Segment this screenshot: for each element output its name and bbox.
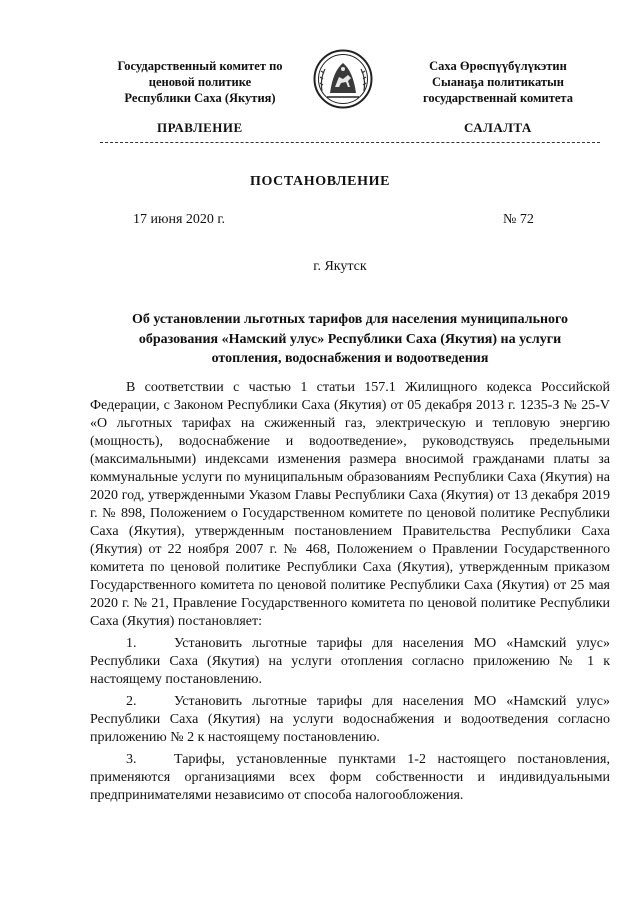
committee-name-russian xyxy=(95,58,305,106)
document-title xyxy=(95,310,605,369)
document-city: г. Якутск xyxy=(313,259,367,274)
header-divider xyxy=(100,142,600,143)
item-text: Тарифы, установленные пунктами 1-2 настоящего постановления, применяются организациями всех форм собственности и индивидуальными предпринимателями независимо от способа налогообложения. xyxy=(90,752,610,803)
item-text: Установить льготные тарифы для населения МО «Намский улус» Республики Саха (Якутия) на услуги отопления согласно приложению № 1 к настоящему постановлению. xyxy=(90,636,610,687)
item-number: 3. xyxy=(126,752,137,767)
committee-name-line: Сыанаҕа политикатын xyxy=(432,75,564,89)
decision-item xyxy=(90,693,610,747)
committee-name-line: Саха Өрөспүүбүлүкэтин xyxy=(429,59,567,73)
committee-name-line: Республики Саха (Якутия) xyxy=(124,91,276,105)
document-date: 17 июня 2020 г. xyxy=(133,212,226,227)
document-body xyxy=(90,379,610,805)
document-number: № 72 xyxy=(503,212,534,227)
item-number: 1. xyxy=(126,636,137,651)
title-line: образования «Намский улус» Республики Саха (Якутия) на услуги xyxy=(138,331,562,347)
committee-name-line: ценовой политике xyxy=(148,75,252,89)
coat-of-arms-emblem-icon xyxy=(313,49,373,109)
committee-name-yakut xyxy=(393,58,603,106)
committee-name-line: Государственный комитет по xyxy=(117,59,283,73)
department-yakut: САЛАЛТА xyxy=(464,120,532,135)
item-text: Установить льготные тарифы для населения МО «Намский улус» Республики Саха (Якутия) на услуги водоснабжения и водоотведения согласно приложению № 2 к настоящему постановлению. xyxy=(90,694,610,745)
decision-item xyxy=(90,751,610,805)
preamble-paragraph: В соответствии с частью 1 статьи 157.1 Жилищного кодекса Российской Федерации, с Законом Республики Саха (Якутия) от 05 декабря 2013 г. 1235-З № 25-V «О льготных тарифах на сжиженный газ, электрическую и тепловую энергию (мощность), водоснабжение и водоотведение», руководствуясь предельными (максимальными) индексами изменения размера вносимой гражданами платы за коммунальные услуги по муниципальным образованиям Республики Саха (Якутия) на 2020 год, утвержденными Указом Главы Республики Саха (Якутия) от 13 декабря 2019 г. № 898, Положением о Государственном комитете по ценовой политике Республики Саха (Якутия), утвержденным постановлением Правительства Республики Саха (Якутия) от 22 ноября 2007 г. № 468, Положением о Правлении Государственного комитета по ценовой политике Республики Саха (Якутия), утвержденным приказом Государственного комитета по ценовой политике Республики Саха (Якутия) от 25 мая 2020 г. № 21, Правление Государственного комитета по ценовой политике Республики Саха (Якутия) постановляет: xyxy=(90,380,610,629)
title-line: Об установлении льготных тарифов для населения муниципального xyxy=(131,312,569,327)
title-line: отопления, водоснабжения и водоотведения xyxy=(211,351,489,366)
decision-item xyxy=(90,635,610,689)
item-number: 2. xyxy=(126,694,137,709)
committee-name-line: государственнай комитета xyxy=(423,91,573,105)
document-kind: ПОСТАНОВЛЕНИЕ xyxy=(249,174,391,189)
department-russian: ПРАВЛЕНИЕ xyxy=(157,120,243,135)
